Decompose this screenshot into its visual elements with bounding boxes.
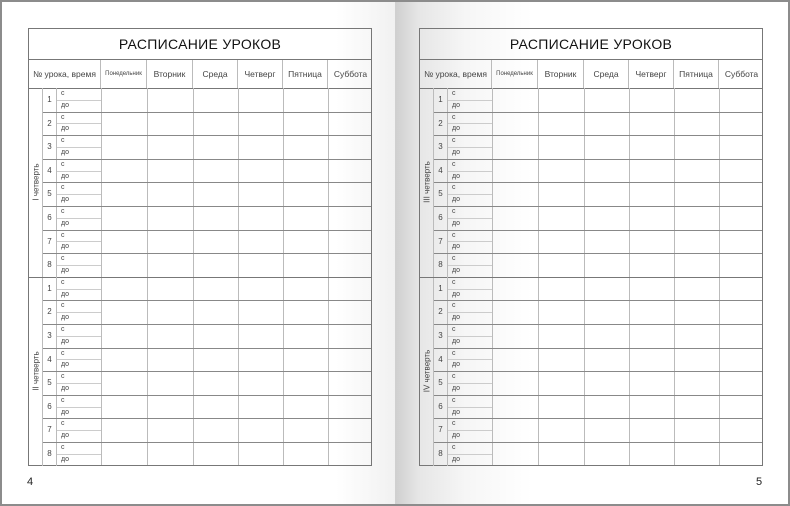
time-to-label: до [452,243,460,251]
time-to-label: до [452,408,460,416]
time-from-label: с [452,113,456,121]
time-from-label: с [61,278,65,286]
quarter-label-text: II четверть [31,351,40,391]
time-divider [448,454,492,455]
lesson-number: 2 [43,112,57,136]
time-divider [57,123,101,124]
time-divider [448,312,492,313]
time-from-label: с [452,90,456,97]
time-divider [57,265,101,266]
left-page [2,2,395,504]
header-day: Понедельник [492,60,538,88]
time-from-label: с [61,160,65,168]
schedule-table [419,28,763,466]
time-to-label: до [61,290,69,298]
header-day: Среда [584,60,629,88]
lesson-number: 7 [43,230,57,254]
time-divider [57,312,101,313]
schedule-title: РАСПИСАНИЕ УРОКОВ [420,29,762,60]
time-to-label: до [61,267,69,274]
row-divider [43,206,371,207]
time-from-label: с [61,208,65,215]
row-divider [43,324,371,325]
quarter-label [29,88,43,277]
time-from-label: с [452,420,456,428]
time-to-label: до [61,219,69,227]
row-divider [434,206,762,207]
time-divider [57,454,101,455]
header-day: Пятница [283,60,328,88]
schedule-table [28,28,372,466]
time-from-label: с [61,231,65,239]
time-from-label: с [61,113,65,121]
header-day: Пятница [674,60,719,88]
row-divider [434,418,762,419]
quarter-label-text: I четверть [31,163,40,201]
time-to-label: до [61,314,69,322]
lesson-number: 1 [434,88,448,112]
row-divider [43,159,371,160]
time-to-label: до [61,243,69,251]
time-divider [448,265,492,266]
time-divider [448,241,492,242]
time-from-label: с [61,349,65,357]
time-divider [448,147,492,148]
time-divider [448,194,492,195]
time-divider [57,218,101,219]
time-to-label: до [61,125,69,133]
time-from-label: с [452,278,456,286]
time-to-label: до [452,455,460,463]
notebook-spread [2,2,788,504]
page-number: 5 [756,476,763,488]
time-to-label: до [61,385,69,392]
time-to-label: до [61,432,69,440]
lesson-number: 4 [434,348,448,372]
time-to-label: до [61,172,69,180]
header-day: Суббота [333,69,368,79]
lesson-number: 8 [43,253,57,277]
row-divider [43,395,371,396]
lesson-number: 1 [43,88,57,112]
time-from-label: с [61,184,65,192]
lesson-number: 3 [43,324,57,348]
row-divider [434,159,762,160]
time-from-label: с [452,137,456,145]
time-divider [57,147,101,148]
row-divider [43,112,371,113]
lesson-number: 2 [43,300,57,324]
row-divider [43,300,371,301]
time-to-label: до [452,314,460,322]
row-divider [434,300,762,301]
time-from-label: с [452,396,456,404]
time-to-label: до [61,361,69,369]
header-day: Четверг [238,60,283,88]
quarter-label-text: IV четверть [422,349,431,393]
lesson-number: 3 [434,324,448,348]
lesson-number: 4 [43,159,57,183]
row-divider [43,253,371,254]
lesson-number: 5 [434,182,448,206]
row-divider [434,442,762,443]
time-from-label: с [61,444,65,451]
time-from-label: с [61,420,65,428]
row-divider [434,324,762,325]
time-divider [57,194,101,195]
time-divider [57,430,101,431]
lesson-number: 1 [434,277,448,301]
time-to-label: до [452,290,460,298]
row-divider [434,253,762,254]
header-day: Вторник [538,60,584,88]
time-to-label: до [61,101,69,109]
lesson-number: 2 [434,300,448,324]
lesson-number: 1 [43,277,57,301]
time-divider [448,123,492,124]
time-to-label: до [452,172,460,180]
header-day: Четверг [629,60,674,88]
time-to-label: до [452,219,460,227]
time-divider [448,218,492,219]
time-divider [448,430,492,431]
time-from-label: с [61,90,65,97]
lesson-number: 7 [43,418,57,442]
quarter-label-text: III четверть [422,161,431,204]
time-to-label: до [452,267,460,274]
header-day: Суббота [724,69,759,79]
row-divider [43,442,371,443]
lesson-number: 3 [43,135,57,159]
lesson-number: 2 [434,112,448,136]
time-from-label: с [452,349,456,357]
lesson-number: 6 [43,395,57,419]
time-to-label: до [61,408,69,416]
row-divider [43,348,371,349]
lesson-number: 4 [43,348,57,372]
row-divider [434,395,762,396]
time-divider [448,359,492,360]
time-divider [448,336,492,337]
time-divider [448,289,492,290]
time-divider [57,100,101,101]
lesson-number: 7 [434,230,448,254]
time-from-label: с [452,326,456,333]
right-page [395,2,788,504]
lesson-number: 7 [434,418,448,442]
time-divider [57,336,101,337]
quarter-label [29,277,43,466]
time-divider [57,359,101,360]
row-divider [43,418,371,419]
time-to-label: до [452,337,460,345]
time-to-label: до [452,385,460,392]
time-to-label: до [452,149,460,156]
header-day: Понедельник [101,60,147,88]
lesson-number: 8 [434,253,448,277]
lesson-number: 8 [43,442,57,466]
time-from-label: с [61,396,65,404]
header-lesson-time: № урока, время [29,60,101,88]
time-from-label: с [452,302,456,310]
time-to-label: до [61,455,69,463]
time-from-label: с [61,302,65,310]
row-divider [434,135,762,136]
time-from-label: с [61,373,65,381]
lesson-number: 4 [434,159,448,183]
header-day: Среда [193,60,238,88]
row-divider [43,230,371,231]
time-divider [57,407,101,408]
time-from-label: с [61,326,65,333]
lesson-number: 6 [43,206,57,230]
quarter-label [420,88,434,277]
time-to-label: до [452,196,460,204]
row-divider [43,135,371,136]
lesson-number: 5 [43,371,57,395]
row-divider [43,182,371,183]
time-divider [448,383,492,384]
lesson-number: 6 [434,206,448,230]
page-number: 4 [27,476,34,488]
row-divider [434,112,762,113]
time-to-label: до [452,101,460,109]
time-from-label: с [452,184,456,192]
header-day: Вторник [147,60,193,88]
time-from-label: с [452,255,456,263]
time-divider [448,171,492,172]
time-from-label: с [452,444,456,451]
lesson-number: 8 [434,442,448,466]
time-to-label: до [452,125,460,133]
time-from-label: с [452,208,456,215]
time-from-label: с [452,160,456,168]
time-from-label: с [61,255,65,263]
time-to-label: до [61,337,69,345]
time-divider [448,407,492,408]
header-lesson-time: № урока, время [420,60,492,88]
lesson-number: 5 [43,182,57,206]
time-divider [448,100,492,101]
row-divider [434,182,762,183]
lesson-number: 3 [434,135,448,159]
quarter-label [420,277,434,466]
time-to-label: до [452,361,460,369]
time-divider [57,383,101,384]
time-divider [57,241,101,242]
time-divider [57,171,101,172]
row-divider [43,371,371,372]
time-to-label: до [452,432,460,440]
row-divider [434,230,762,231]
time-to-label: до [61,149,69,156]
time-divider [57,289,101,290]
time-from-label: с [452,373,456,381]
row-divider [434,348,762,349]
schedule-title: РАСПИСАНИЕ УРОКОВ [29,29,371,60]
lesson-number: 5 [434,371,448,395]
time-to-label: до [61,196,69,204]
time-from-label: с [61,137,65,145]
row-divider [434,371,762,372]
lesson-number: 6 [434,395,448,419]
time-from-label: с [452,231,456,239]
